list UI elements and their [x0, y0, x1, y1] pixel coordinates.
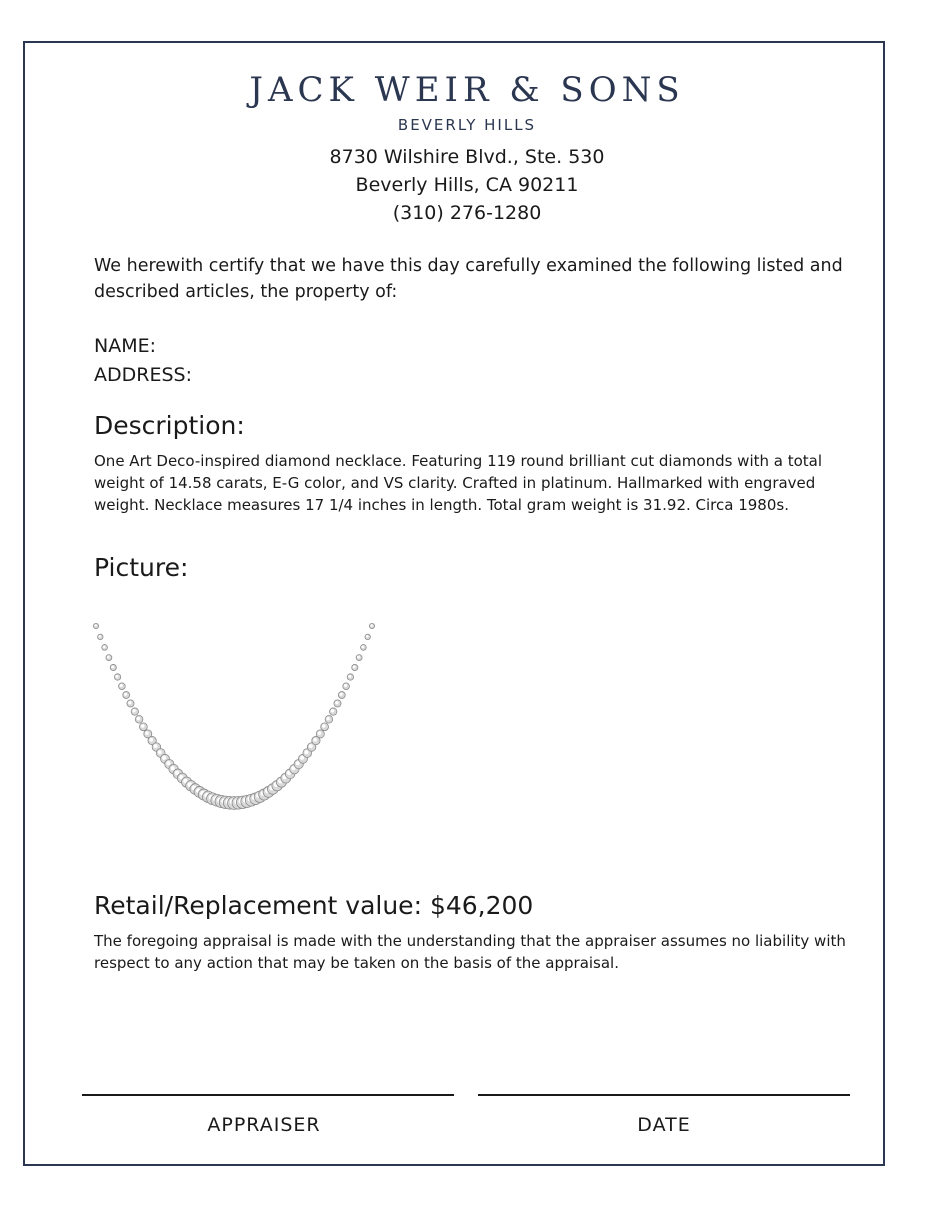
diamond-highlight — [353, 666, 356, 669]
diamond-highlight — [362, 646, 365, 649]
diamond-highlight — [162, 756, 166, 760]
diamond-highlight — [103, 646, 106, 649]
diamond-highlight — [137, 717, 140, 720]
address-label: ADDRESS: — [94, 364, 192, 386]
address-line-2: Beverly Hills, CA 90211 — [355, 174, 579, 196]
retail-value-label: Retail/Replacement value: — [94, 891, 422, 920]
diamond-highlight — [370, 624, 372, 626]
diamond-highlight — [318, 731, 322, 735]
disclaimer-text: The foregoing appraisal is made with the understanding that the appraiser assumes no liability with respect to any action that may be taken on the basis of the appraisal. — [94, 932, 846, 972]
diamond-highlight — [128, 701, 131, 704]
brand-subtitle: BEVERLY HILLS — [397, 116, 537, 134]
diamond-highlight — [115, 675, 118, 678]
phone-number: (310) 276-1280 — [392, 202, 542, 224]
diamond-highlight — [344, 684, 347, 687]
diamond-highlight — [154, 744, 158, 748]
address-line-1: 8730 Wilshire Blvd., Ste. 530 — [329, 146, 605, 168]
diamond-highlight — [357, 656, 360, 659]
retail-value — [94, 891, 533, 920]
diamond-highlight — [331, 709, 334, 712]
diamond-highlight — [348, 675, 351, 678]
diamond-highlight — [322, 724, 326, 728]
diamond-highlight — [107, 656, 110, 659]
diamond-highlight — [340, 693, 343, 696]
certify-statement: We herewith certify that we have this day carefully examined the following listed and described articles, the property of: — [94, 256, 843, 302]
description-text: One Art Deco-inspired diamond necklace. Featuring 119 round brilliant cut diamonds with a total weight of 14.58 carats, E-G color, and VS clarity. Crafted in platinum. Hallmarked with engraved weight. Necklace measures 17 1/4 inches in length. Total gram weight is 31.92. Circa 1980s. — [94, 452, 823, 514]
necklace-photo — [92, 620, 376, 840]
diamond-highlight — [304, 750, 308, 754]
diamond-highlight — [158, 750, 162, 754]
diamond-highlight — [124, 693, 127, 696]
diamond-highlight — [94, 624, 96, 626]
date-label: DATE — [637, 1114, 691, 1136]
diamond-highlight — [166, 761, 170, 765]
description-heading: Description: — [94, 411, 245, 440]
diamond-highlight — [309, 744, 313, 748]
appraiser-signature-line — [82, 1094, 454, 1096]
diamond-highlight — [300, 756, 304, 760]
diamond-highlight — [335, 701, 338, 704]
diamond-highlight — [111, 666, 114, 669]
diamond-highlight — [366, 635, 368, 637]
diamond-highlight — [120, 684, 123, 687]
date-signature-line — [478, 1094, 850, 1096]
diamond-highlight — [149, 738, 153, 742]
diamond-highlight — [99, 635, 101, 637]
diamond-highlight — [171, 766, 175, 770]
diamond-highlight — [313, 738, 317, 742]
diamond-highlight — [145, 731, 149, 735]
diamond-highlight — [132, 709, 135, 712]
name-label: NAME: — [94, 335, 157, 357]
retail-value-amount: $46,200 — [429, 891, 534, 920]
diamond-highlight — [141, 724, 145, 728]
picture-heading: Picture: — [94, 553, 189, 582]
diamond-highlight — [326, 717, 329, 720]
brand-logo: JACK WEIR & SONS — [249, 70, 685, 110]
appraiser-label: APPRAISER — [207, 1114, 321, 1136]
